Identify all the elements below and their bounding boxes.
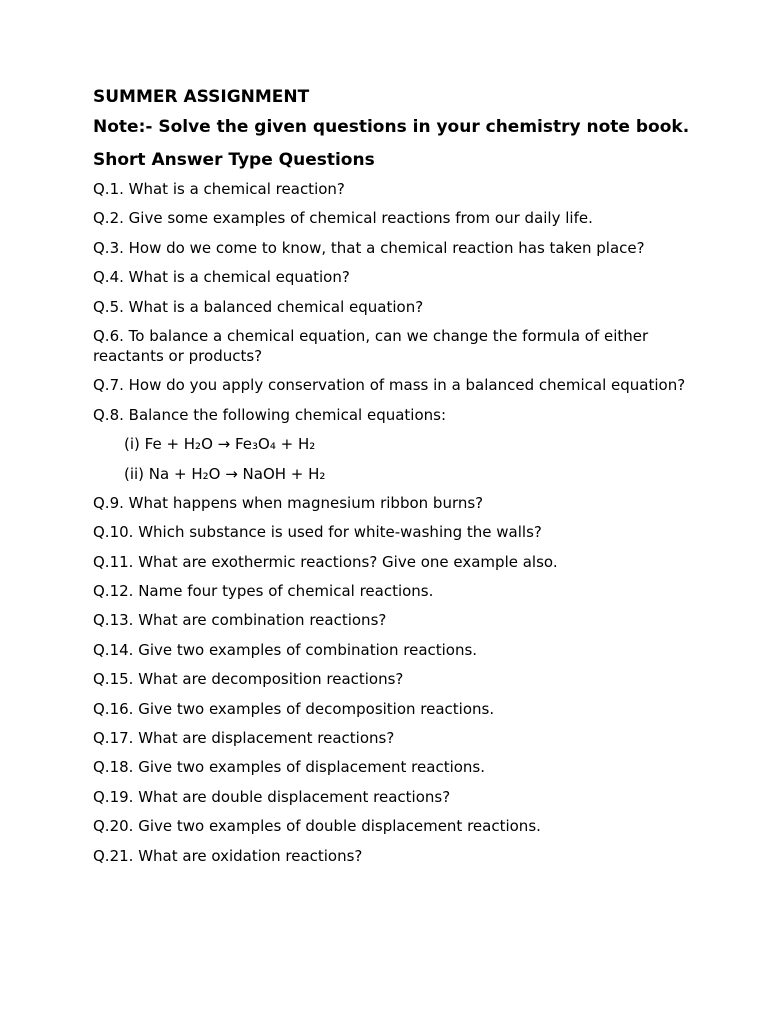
question-8: Q.8. Balance the following chemical equations:	[93, 405, 447, 424]
question-14: Q.14. Give two examples of combination reactions.	[93, 640, 478, 659]
question-15: Q.15. What are decomposition reactions?	[93, 670, 404, 689]
question-19: Q.19. What are double displacement reactions?	[93, 787, 451, 806]
question-10: Q.10. Which substance is used for white-washing the walls?	[93, 523, 542, 542]
question-4: Q.4. What is a chemical equation?	[93, 268, 350, 287]
question-6: Q.6. To balance a chemical equation, can we change the formula of either reactants or products?	[93, 326, 649, 365]
question-7: Q.7. How do you apply conservation of mass in a balanced chemical equation?	[93, 376, 686, 395]
question-18: Q.18. Give two examples of displacement reactions.	[93, 758, 486, 777]
question-3: Q.3. How do we come to know, that a chemical reaction has taken place?	[93, 238, 645, 257]
question-20: Q.20. Give two examples of double displacement reactions.	[93, 817, 541, 836]
question-5: Q.5. What is a balanced chemical equation?	[93, 297, 424, 316]
section-heading: Short Answer Type Questions	[93, 150, 375, 170]
question-1: Q.1. What is a chemical reaction?	[93, 180, 345, 198]
question-9: Q.9. What happens when magnesium ribbon burns?	[93, 493, 484, 512]
equation-2: (ii) Na + H₂O → NaOH + H₂	[124, 464, 326, 483]
question-13: Q.13. What are combination reactions?	[93, 611, 387, 630]
question-2: Q.2. Give some examples of chemical reactions from our daily life.	[93, 209, 593, 228]
question-12: Q.12. Name four types of chemical reactions.	[93, 582, 434, 601]
assignment-note: Note:- Solve the given questions in your chemistry note book.	[93, 117, 690, 137]
question-16: Q.16. Give two examples of decomposition reactions.	[93, 699, 495, 718]
question-21: Q.21. What are oxidation reactions?	[93, 846, 363, 865]
document-title: SUMMER ASSIGNMENT	[93, 87, 310, 107]
document-page	[93, 86, 693, 875]
question-11: Q.11. What are exothermic reactions? Give one example also.	[93, 552, 558, 571]
equation-1: (i) Fe + H₂O → Fe₃O₄ + H₂	[124, 435, 316, 454]
question-17: Q.17. What are displacement reactions?	[93, 729, 395, 748]
